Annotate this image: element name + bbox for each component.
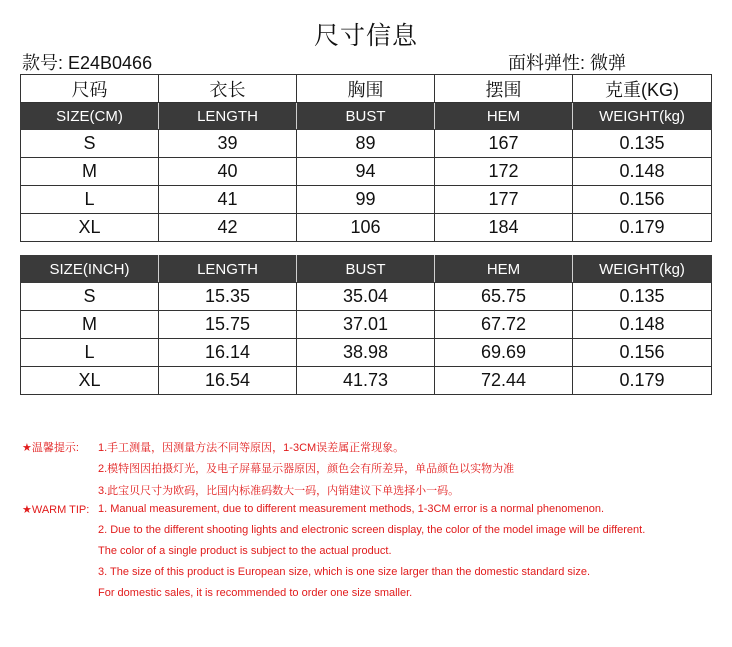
table-cell: 0.179 (573, 367, 712, 395)
table-row (21, 158, 712, 186)
en-note-line: 1. Manual measurement, due to different measurement methods, 1-3CM error is a normal phenomenon. (98, 503, 605, 515)
table-cell: 0.148 (573, 311, 712, 339)
header-cell: 摆围 (435, 75, 573, 103)
table-cell: 37.01 (297, 311, 435, 339)
table-cell: M (21, 311, 159, 339)
table-cell: 69.69 (435, 339, 573, 367)
cn-note-line: 2.模特图因拍摄灯光，及电子屏幕显示器原因，颜色会有所差异，单品颜色以实物为准 (98, 463, 515, 475)
cn-note-line: 3.此宝贝尺寸为欧码，比国内标准码数大一码，内销建议下单选择小一码。 (98, 485, 460, 497)
table-cell: M (21, 158, 159, 186)
en-note-line: For domestic sales, it is recommended to order one size smaller. (98, 587, 413, 599)
table-cell: 38.98 (297, 339, 435, 367)
header-cell: 衣长 (159, 75, 297, 103)
en-header-row (21, 256, 712, 283)
en-header-row (21, 103, 712, 130)
table-cell: 15.35 (159, 283, 297, 311)
header-cell: BUST (297, 256, 435, 283)
table-cell: 72.44 (435, 367, 573, 395)
cn-note-line: 1.手工测量，因测量方法不同等原因，1-3CM误差属正常现象。 (98, 442, 405, 454)
table-cell: 0.135 (573, 283, 712, 311)
header-cell: HEM (435, 256, 573, 283)
header-cell: SIZE(CM) (21, 103, 159, 130)
en-note-line: 3. The size of this product is European size, which is one size larger than the domestic standard size. (98, 566, 590, 578)
table-cell: 172 (435, 158, 573, 186)
table-cell: 15.75 (159, 311, 297, 339)
header-cell: LENGTH (159, 256, 297, 283)
table-cell: 0.135 (573, 130, 712, 158)
header-cell: LENGTH (159, 103, 297, 130)
header-cell: 克重(KG) (573, 75, 712, 103)
table-row (21, 311, 712, 339)
header-cell: SIZE(INCH) (21, 256, 159, 283)
cn-header-row (21, 75, 712, 103)
cn-notes-label: ★温馨提示: (22, 442, 79, 454)
header-cell: WEIGHT(kg) (573, 103, 712, 130)
header-cell: BUST (297, 103, 435, 130)
table-cell: L (21, 186, 159, 214)
table-row (21, 214, 712, 242)
en-notes-label: ★WARM TIP: (22, 504, 90, 516)
header-cell: HEM (435, 103, 573, 130)
table-cell: L (21, 339, 159, 367)
table-cell: 35.04 (297, 283, 435, 311)
table-cell: 41.73 (297, 367, 435, 395)
en-note-line: 2. Due to the different shooting lights and electronic screen display, the color of the model image will be different. (98, 524, 646, 536)
table-cell: S (21, 283, 159, 311)
table-cell: 42 (159, 214, 297, 242)
table-cell: 0.156 (573, 186, 712, 214)
table-cell: 94 (297, 158, 435, 186)
table-row (21, 367, 712, 395)
table-cell: 167 (435, 130, 573, 158)
table-cell: 106 (297, 214, 435, 242)
table-row (21, 283, 712, 311)
table-cell: 0.148 (573, 158, 712, 186)
table-cell: 99 (297, 186, 435, 214)
table-cell: 0.179 (573, 214, 712, 242)
table-cell: 40 (159, 158, 297, 186)
en-note-line: The color of a single product is subject to the actual product. (98, 545, 392, 557)
table-cell: 16.14 (159, 339, 297, 367)
table-cell: 16.54 (159, 367, 297, 395)
table-cell: 65.75 (435, 283, 573, 311)
table-cell: 89 (297, 130, 435, 158)
table-row (21, 186, 712, 214)
table-cell: 0.156 (573, 339, 712, 367)
fabric-elasticity: 面料弹性: 微弹 (508, 53, 627, 73)
header-cell: WEIGHT(kg) (573, 256, 712, 283)
table-cell: XL (21, 214, 159, 242)
table-cell: 67.72 (435, 311, 573, 339)
page-title: 尺寸信息 (313, 22, 418, 50)
header-cell: 尺码 (21, 75, 159, 103)
table-cell: 177 (435, 186, 573, 214)
table-cell: 41 (159, 186, 297, 214)
size-table-inch (20, 255, 712, 395)
header-cell: 胸围 (297, 75, 435, 103)
table-cell: S (21, 130, 159, 158)
size-table-cm (20, 74, 712, 242)
table-cell: XL (21, 367, 159, 395)
table-cell: 184 (435, 214, 573, 242)
table-row (21, 130, 712, 158)
table-row (21, 339, 712, 367)
style-number: 款号: E24B0466 (22, 53, 153, 73)
table-cell: 39 (159, 130, 297, 158)
